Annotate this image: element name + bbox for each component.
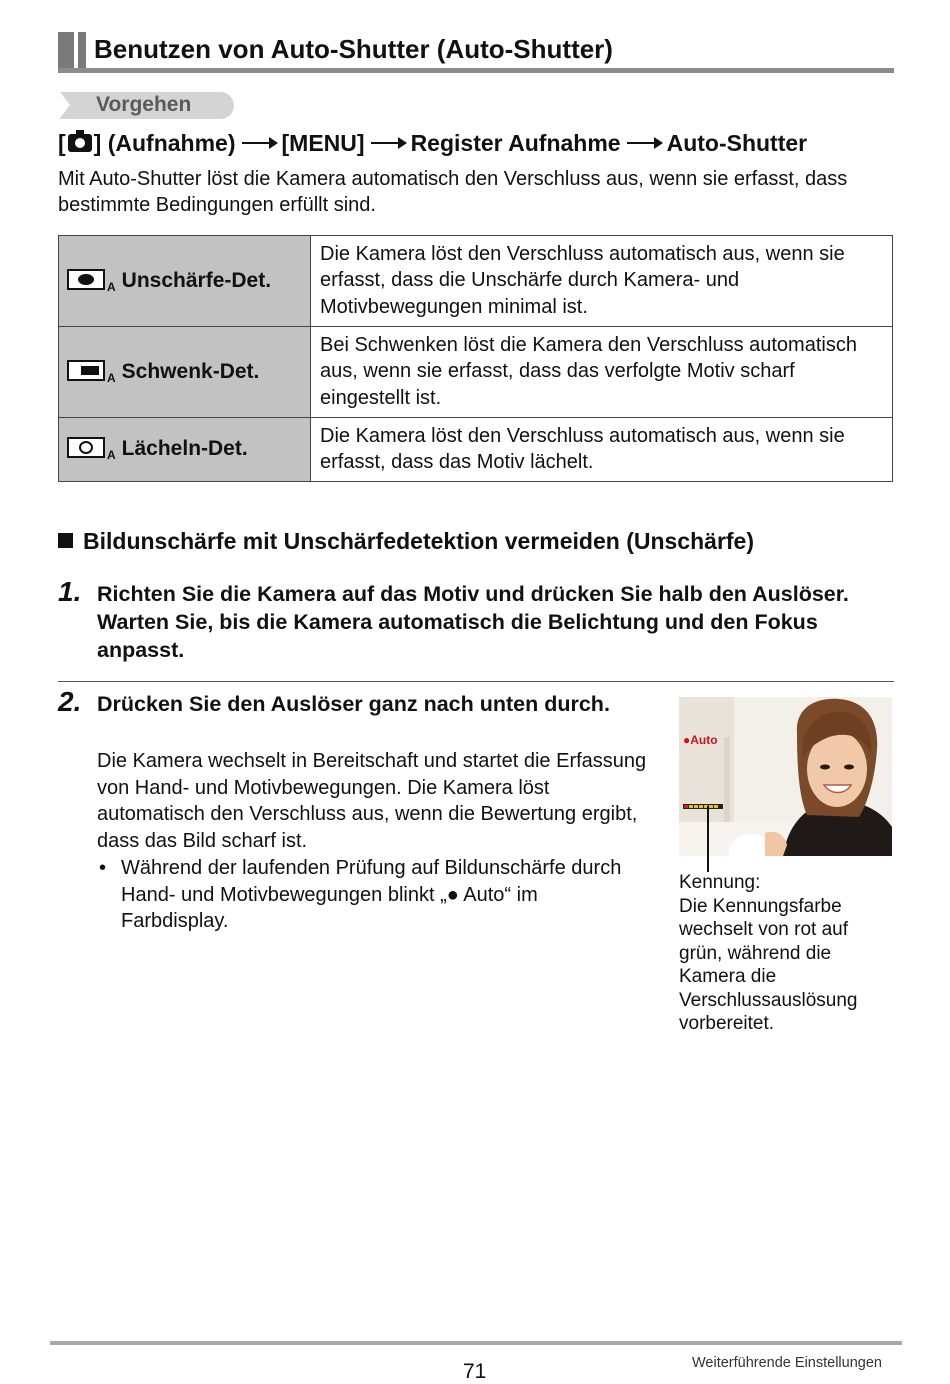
auto-indicator-text: ●Auto [683, 733, 718, 747]
mode-name: Lächeln-Det. [121, 437, 248, 460]
procedure-path: [ ] (Aufnahme) [MENU] Register Aufnahme Auto-Shutter [58, 129, 808, 156]
indicator-segment [684, 805, 688, 808]
example-photo [679, 697, 892, 856]
mode-cell: A Unschärfe-Det. [59, 236, 311, 327]
mode-description: Bei Schwenken löst die Kamera den Verschluss automatisch aus, wenn sie erfasst, dass das verfolgte Motiv scharf eingestellt ist. [311, 327, 893, 418]
arrow-right-icon [242, 142, 276, 144]
table-row [59, 327, 893, 418]
mode-name: Unschärfe-Det. [121, 268, 272, 292]
indicator-segment [714, 805, 718, 808]
indicator-segment [694, 805, 698, 808]
portrait-illustration [679, 697, 892, 856]
mode-name: Schwenk-Det. [121, 359, 260, 383]
mode-description: Die Kamera löst den Verschluss automatisch aus, wenn sie erfasst, dass die Unschärfe durch Kamera- und Motivbewegungen minimal ist. [311, 236, 893, 327]
blur-detect-icon [67, 269, 105, 290]
footer-section-label: Weiterführende Einstellungen [692, 1355, 882, 1371]
step-description: Die Kamera wechselt in Bereitschaft und startet die Erfassung von Hand- und Motivbewegungen. Die Kamera löst automatisch den Verschluss aus, wenn die Bewertung ergibt, dass das Bild scharf ist. [97, 750, 647, 852]
path-step-record: (Aufnahme) [107, 129, 236, 156]
table-row [59, 418, 893, 482]
table-row [59, 236, 893, 327]
step-instruction: Richten Sie die Kamera auf das Motiv und drücken Sie halb den Auslöser. Warten Sie, bis die Kamera automatisch die Belichtung und den Fokus anpasst. [97, 582, 849, 662]
intro-paragraph: Mit Auto-Shutter löst die Kamera automatisch den Verschluss aus, wenn sie erfasst, dass bestimmte Bedingungen erfüllt sind. [58, 168, 848, 216]
path-step-tab: Register Aufnahme [410, 129, 621, 156]
step-number: 1. [58, 576, 82, 607]
step-number: 2. [58, 686, 82, 717]
indicator-segment [709, 805, 713, 808]
mode-table [58, 235, 893, 482]
caption-pointer [707, 806, 709, 872]
step-instruction: Drücken Sie den Auslöser ganz nach unten durch. [97, 692, 610, 716]
procedure-label: Vorgehen [96, 93, 192, 116]
indicator-segment [699, 805, 703, 808]
step-divider [58, 681, 894, 682]
indicator-segment [689, 805, 693, 808]
camera-icon [68, 134, 92, 152]
path-step-item: Auto-Shutter [666, 129, 808, 156]
section-heading: Bildunschärfe mit Unschärfedetektion vermeiden (Unschärfe) [58, 528, 754, 555]
square-bullet-icon [58, 533, 73, 548]
footer-rule [50, 1341, 902, 1345]
detection-indicator-bar [684, 805, 718, 808]
smile-detect-icon [67, 437, 105, 458]
procedure-badge-notch [60, 92, 70, 118]
arrow-right-icon [371, 142, 405, 144]
title-marker [58, 32, 74, 72]
mode-cell: A Schwenk-Det. [59, 327, 311, 418]
title-marker-secondary [78, 32, 86, 72]
step-note: • Während der laufenden Prüfung auf Bildunschärfe durch Hand- und Motivbewegungen blinkt „● Auto“ im Farbdisplay. [99, 857, 622, 932]
arrow-right-icon [627, 142, 661, 144]
page-title: Benutzen von Auto-Shutter (Auto-Shutter) [94, 34, 613, 64]
path-step-menu: [MENU] [281, 129, 365, 156]
mode-description: Die Kamera löst den Verschluss automatisch aus, wenn sie erfasst, dass das Motiv lächelt. [311, 418, 893, 482]
mode-cell: A Lächeln-Det. [59, 418, 311, 482]
bullet-icon: • [99, 857, 107, 879]
panning-detect-icon [67, 360, 105, 381]
title-rule [58, 68, 894, 73]
page-number: 71 [463, 1360, 487, 1383]
figure-caption: Kennung: Die Kennungsfarbe wechselt von rot auf grün, während die Kamera die Verschlussauslösung vorbereitet. [679, 872, 858, 1034]
